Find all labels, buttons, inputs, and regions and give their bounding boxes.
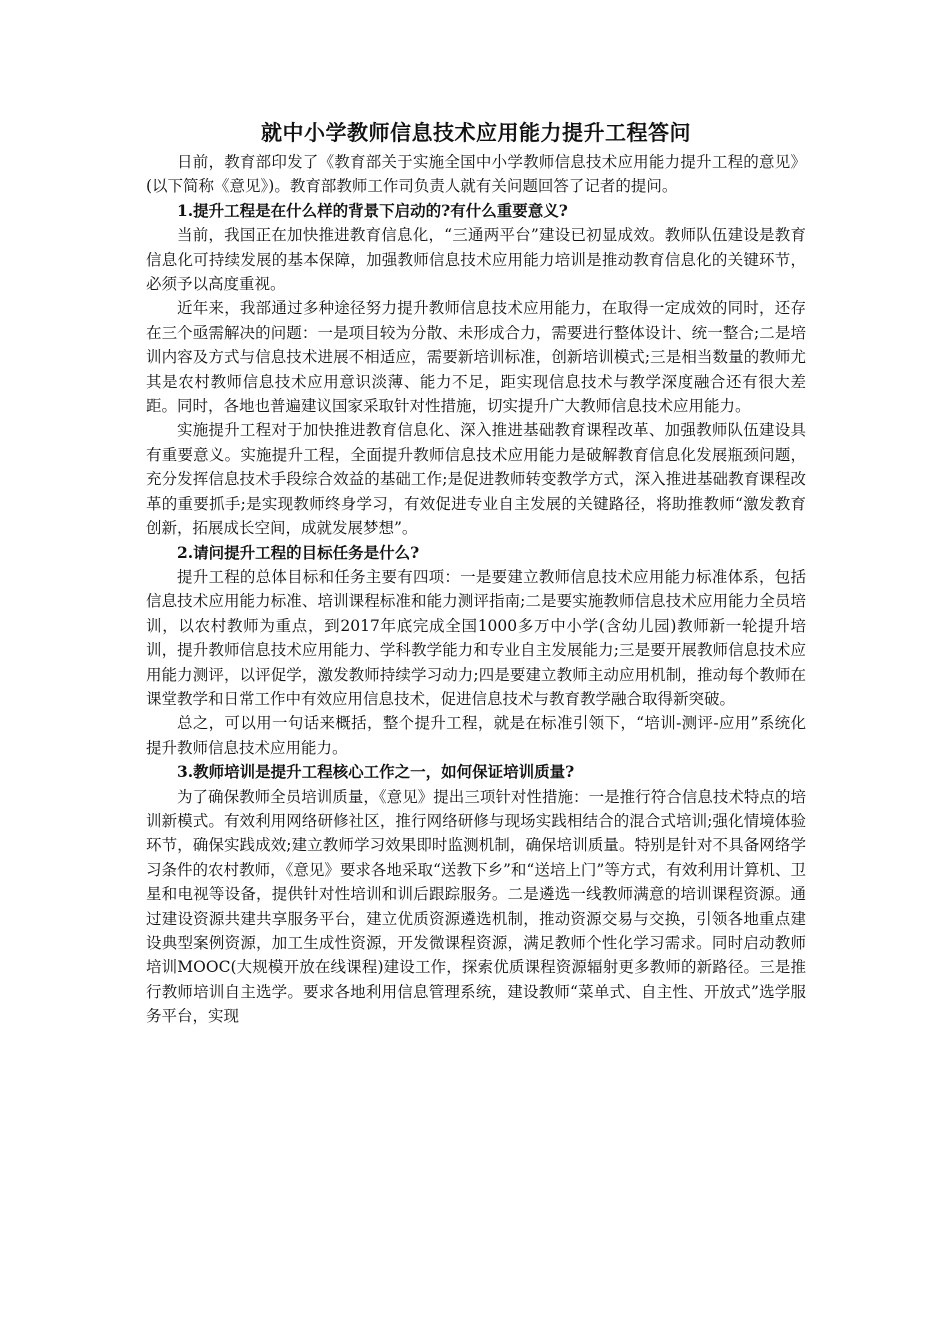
- answer-3-paragraph-1: 为了确保教师全员培训质量，《意见》提出三项针对性措施：一是推行符合信息技术特点的培训新模式。有效利用网络研修社区，推行网络研修与现场实践相结合的混合式培训;强化情境体验环节，确保实践成效;建立教师学习效果即时监测机制，确保培训质量。特别是针对不具备网络学习条件的农村教师，《意见》要求各地采取“送教下乡”和“送培上门”等方式，有效利用计算机、卫星和电视等设备，提供针对性培训和训后跟踪服务。二是遴选一线教师满意的培训课程资源。通过建设资源共建共享服务平台，建立优质资源遴选机制，推动资源交易与交换，引领各地重点建设典型案例资源，加工生成性资源，开发微课程资源，满足教师个性化学习需求。同时启动教师培训MOOC(大规模开放在线课程)建设工作，探索优质课程资源辐射更多教师的新路径。三是推行教师培训自主选学。要求各地利用信息管理系统，建设教师“菜单式、自主性、开放式”选学服务平台，实现: [146, 787, 806, 1026]
- answer-2-paragraph-1: 提升工程的总体目标和任务主要有四项：一是要建立教师信息技术应用能力标准体系，包括信息技术应用能力标准、培训课程标准和能力测评指南;二是要实施教师信息技术应用能力全员培训，以农村教师为重点，到2017年底完成全国1000多万中小学(含幼儿园)教师新一轮提升培训，提升教师信息技术应用能力、学科教学能力和专业自主发展能力;三是要开展教师信息技术应用能力测评，以评促学，激发教师持续学习动力;四是要建立教师主动应用机制，推动每个教师在课堂教学和日常工作中有效应用信息技术，促进信息技术与教育教学融合取得新突破。: [146, 567, 806, 708]
- question-1-heading: 1.提升工程是在什么样的背景下启动的?有什么重要意义?: [177, 200, 568, 220]
- document-body: [146, 150, 806, 1029]
- question-2-heading: 2.请问提升工程的目标任务是什么?: [177, 542, 420, 562]
- document-page: [146, 118, 806, 1029]
- answer-1-paragraph-1: 当前，我国正在加快推进教育信息化，“三通两平台”建设已初显成效。教师队伍建设是教育信息化可持续发展的基本保障，加强教师信息技术应用能力培训是推动教育信息化的关键环节，必须予以高度重视。: [146, 226, 806, 294]
- answer-2-paragraph-2: 总之，可以用一句话来概括，整个提升工程，就是在标准引领下，“培训-测评-应用”系统化提升教师信息技术应用能力。: [146, 714, 806, 757]
- answer-1-paragraph-3: 实施提升工程对于加快推进教育信息化、深入推进基础教育课程改革、加强教师队伍建设具有重要意义。实施提升工程，全面提升教师信息技术应用能力是破解教育信息化发展瓶颈问题，充分发挥信息技术手段综合效益的基础工作;是促进教师转变教学方式，深入推进基础教育课程改革的重要抓手;是实现教师终身学习，有效促进专业自主发展的关键路径，将助推教师“激发教育创新，拓展成长空间，成就发展梦想”。: [146, 421, 806, 538]
- answer-1-paragraph-2: 近年来，我部通过多种途径努力提升教师信息技术应用能力，在取得一定成效的同时，还存在三个亟需解决的问题：一是项目较为分散、未形成合力，需要进行整体设计、统一整合;二是培训内容及方式与信息技术进展不相适应，需要新培训标准，创新培训模式;三是相当数量的教师尤其是农村教师信息技术应用意识淡薄、能力不足，距实现信息技术与教学深度融合还有很大差距。同时，各地也普遍建议国家采取针对性措施，切实提升广大教师信息技术应用能力。: [146, 299, 806, 416]
- question-3-heading: 3.教师培训是提升工程核心工作之一，如何保证培训质量?: [177, 762, 575, 782]
- intro-paragraph: 日前，教育部印发了《教育部关于实施全国中小学教师信息技术应用能力提升工程的意见》(以下简称《意见》)。教育部教师工作司负责人就有关问题回答了记者的提问。: [146, 153, 806, 196]
- document-title: 就中小学教师信息技术应用能力提升工程答问: [261, 121, 691, 145]
